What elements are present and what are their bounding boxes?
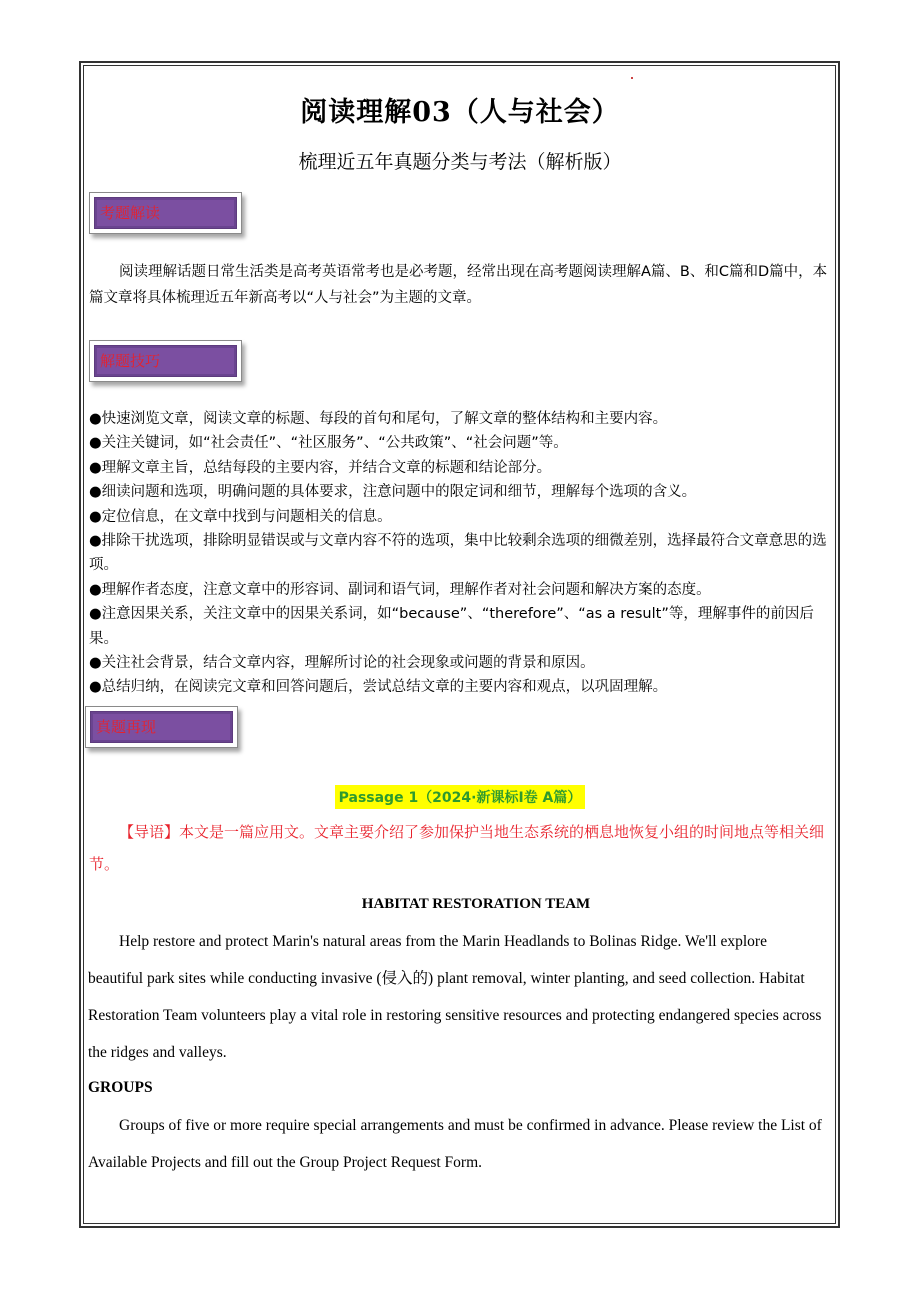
document-subtitle: 梳理近五年真题分类与考法（解析版） [298, 151, 622, 173]
tip-item: ●快速浏览文章，阅读文章的标题、每段的首句和尾句，了解文章的整体结构和主要内容。 [89, 411, 668, 427]
section-tag-exam-analysis [89, 192, 242, 234]
tip-item: ●关注社会背景，结合文章内容，理解所讨论的社会现象或问题的背景和原因。 [89, 655, 595, 672]
decorative-dot [631, 77, 633, 79]
document-title: 阅读理解03（人与社会） [300, 97, 620, 128]
tip-item: ●注意因果关系，关注文章中的因果关系词，如“because”、“therefore”、“as a result”等，理解事件的前因后果。 [89, 606, 814, 647]
tip-item: ●理解文章主旨，总结每段的主要内容，并结合文章的标题和结论部分。 [89, 459, 552, 476]
tip-item: ●总结归纳，在阅读完文章和回答问题后，尝试总结文章的主要内容和观点，以巩固理解。 [89, 679, 668, 696]
section-tag-real-exam [85, 706, 238, 748]
tip-item: ●排除干扰选项，排除明显错误或与文章内容不符的选项，集中比较剩余选项的细微差别，选择最符合文章意思的选项。 [89, 533, 827, 574]
article-paragraph-1: Help restore and protect Marin's natural areas from the Marin Headlands to Bolinas Ridge. We'll explore beautiful park sites while conducting invasive (侵入的) plant removal, winter planting, and seed collection. Habitat Restoration Team volunteers play a vital role in restoring sensitive resources and protecting endangered species across the ridges and valleys. [88, 933, 822, 1061]
passage-label-row [0, 785, 920, 809]
tips-list [89, 407, 834, 700]
article-title: HABITAT RESTORATION TEAM [361, 896, 591, 912]
section-tag-label: 解题技巧 [100, 352, 161, 370]
passage-label: Passage 1（2024·新课标Ⅰ卷 A篇） [335, 785, 586, 809]
article-paragraph-2: Groups of five or more require special arrangements and must be confirmed in advance. Please review the List of Available Projects and fill out the Group Project Request Form. [88, 1117, 822, 1171]
section-tag-label: 考题解读 [100, 204, 161, 222]
exam-analysis-paragraph: 阅读理解话题日常生活类是高考英语常考也是必考题，经常出现在高考题阅读理解A篇、B、和C篇和D篇中，本篇文章将具体梳理近五年新高考以“人与社会”为主题的文章。 [89, 264, 828, 306]
groups-heading: GROUPS [88, 1079, 153, 1096]
tip-item: ●关注关键词，如“社会责任”、“社区服务”、“公共政策”、“社会问题”等。 [89, 435, 568, 452]
section-tag-label: 真题再现 [96, 718, 157, 736]
section-tag-tips [89, 340, 242, 382]
tip-item: ●理解作者态度，注意文章中的形容词、副词和语气词，理解作者对社会问题和解决方案的态度。 [89, 581, 711, 598]
tip-item: ●细读问题和选项，明确问题的具体要求，注意问题中的限定词和细节，理解每个选项的含义。 [89, 484, 697, 501]
intro-paragraph: 【导语】本文是一篇应用文。文章主要介绍了参加保护当地生态系统的栖息地恢复小组的时间地点等相关细节。 [89, 823, 825, 873]
tip-item: ●定位信息，在文章中找到与问题相关的信息。 [89, 508, 392, 525]
